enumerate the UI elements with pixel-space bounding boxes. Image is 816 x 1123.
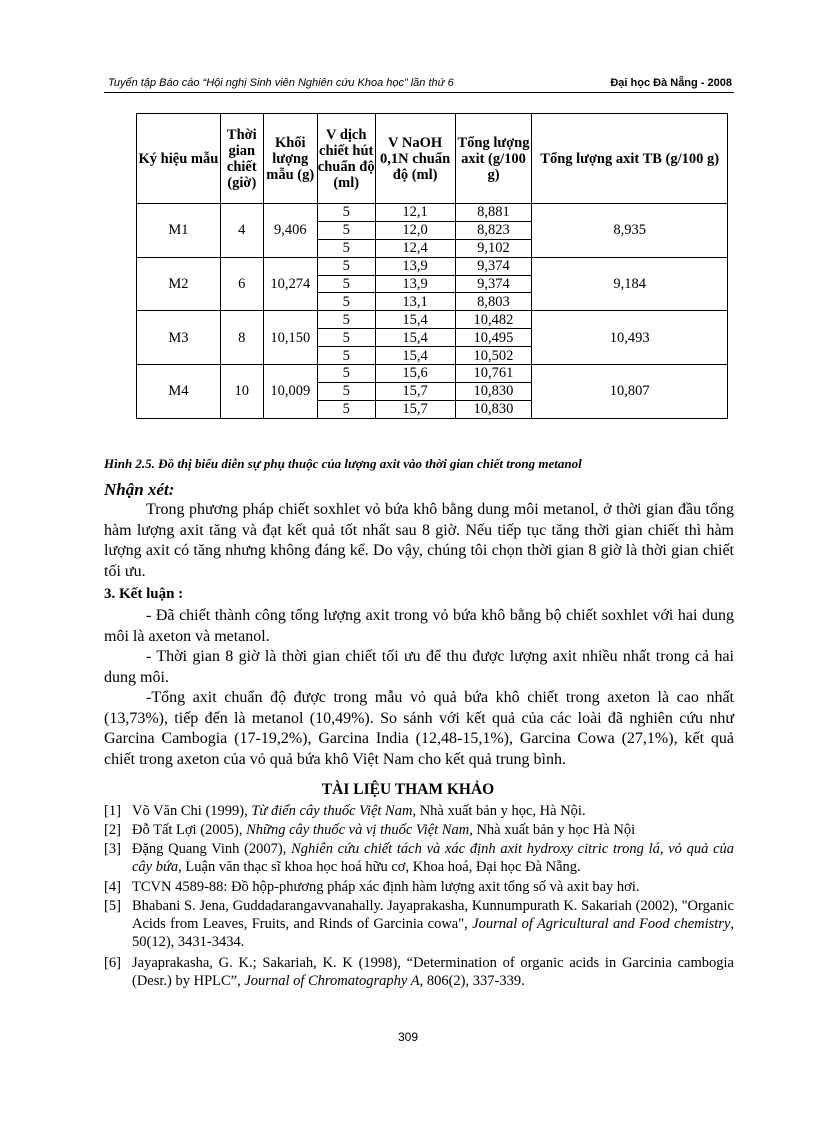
reference-number: [3]	[104, 841, 121, 857]
reference-text: , 806(2), 337-339.	[419, 973, 525, 989]
naoh-cell: 13,9	[375, 275, 455, 293]
naoh-cell: 12,1	[375, 204, 455, 222]
reference-number: [4]	[104, 879, 121, 895]
time-cell: 10	[220, 365, 263, 419]
reference-text: Bhabani S. Jena, Guddadarangavvanahally. Jayaprakasha, Kunnumpurath K. Sakariah (2002), "Organic Acids from Leaves, Fruits, and Rinds of Garcinia cowa",	[132, 898, 734, 932]
volume-cell: 5	[317, 293, 375, 311]
page-number: 309	[397, 1030, 419, 1044]
volume-cell: 5	[317, 329, 375, 347]
reference-item	[104, 821, 734, 839]
reference-number: [5]	[104, 898, 121, 914]
naoh-cell: 15,7	[375, 382, 455, 400]
acid-cell: 10,830	[455, 382, 532, 400]
remark-title: Nhận xét:	[104, 480, 175, 499]
naoh-cell: 15,4	[375, 347, 455, 365]
time-cell: 6	[220, 257, 263, 311]
volume-cell: 5	[317, 239, 375, 257]
running-header	[104, 76, 734, 93]
acid-cell: 8,823	[455, 221, 532, 239]
col-header: Thời gian chiết (giờ)	[220, 114, 263, 204]
naoh-cell: 12,4	[375, 239, 455, 257]
header-university: Đại học Đà Nẵng - 2008	[610, 77, 732, 89]
col-header: Tổng lượng axit (g/100 g)	[455, 114, 532, 204]
volume-cell: 5	[317, 347, 375, 365]
figure-caption: Hình 2.5. Đồ thị biểu diễn sự phụ thuộc của lượng axit vào thời gian chiết trong metanol	[104, 456, 582, 471]
reference-item	[104, 802, 734, 820]
naoh-cell: 13,1	[375, 293, 455, 311]
table-row	[137, 365, 728, 383]
reference-text: , Nhà xuất bản y học, Hà Nội.	[412, 803, 586, 819]
avg-cell: 8,935	[532, 204, 728, 258]
acid-cell: 9,374	[455, 275, 532, 293]
avg-cell: 10,493	[532, 311, 728, 365]
volume-cell: 5	[317, 400, 375, 418]
avg-cell: 10,807	[532, 365, 728, 419]
results-table	[136, 113, 728, 419]
mass-cell: 10,274	[263, 257, 317, 311]
sample-cell: M2	[137, 257, 221, 311]
conclusion-title: 3. Kết luận :	[104, 586, 184, 602]
acid-cell: 10,830	[455, 400, 532, 418]
table-row	[137, 311, 728, 329]
sample-cell: M1	[137, 204, 221, 258]
reference-number: [2]	[104, 822, 121, 838]
reference-text: Đỗ Tất Lợi (2005),	[132, 822, 247, 838]
naoh-cell: 15,7	[375, 400, 455, 418]
reference-number: [6]	[104, 955, 121, 971]
volume-cell: 5	[317, 204, 375, 222]
volume-cell: 5	[317, 221, 375, 239]
remark-paragraph: Trong phương pháp chiết soxhlet vỏ bứa khô bằng dung môi metanol, ở thời gian đầu tổng hàm lượng axit tăng và đạt kết quả tốt nhất sau 8 giờ. Nếu tiếp tục tăng thời gian chiết thì hàm lượng axit có tăng nhưng không đáng kể. Do vậy, chúng tôi chọn thời gian 8 giờ là thời gian chiết tối ưu.	[104, 501, 734, 580]
volume-cell: 5	[317, 275, 375, 293]
reference-text: Đặng Quang Vinh (2007),	[132, 841, 292, 857]
acid-cell: 9,374	[455, 257, 532, 275]
col-header: V NaOH 0,1N chuẩn độ (ml)	[375, 114, 455, 204]
reference-item	[104, 878, 734, 896]
conclusion-item: - Thời gian 8 giờ là thời gian chiết tối ưu để thu được lượng axit nhiều nhất trong cả hai dung môi.	[104, 648, 734, 686]
reference-title: Nghiên cứu chiết tách và xác định axit hydroxy citric trong lá, vỏ quả của cây bứa	[132, 841, 735, 875]
naoh-cell: 13,9	[375, 257, 455, 275]
table-row	[137, 257, 728, 275]
references-title: TÀI LIỆU THAM KHẢO	[321, 781, 495, 798]
acid-cell: 10,502	[455, 347, 532, 365]
sample-cell: M4	[137, 365, 221, 419]
mass-cell: 10,009	[263, 365, 317, 419]
acid-cell: 10,482	[455, 311, 532, 329]
volume-cell: 5	[317, 382, 375, 400]
volume-cell: 5	[317, 257, 375, 275]
acid-cell: 9,102	[455, 239, 532, 257]
acid-cell: 10,495	[455, 329, 532, 347]
reference-title: Journal of Chromatography A	[244, 973, 420, 989]
table-header-row	[137, 114, 728, 204]
mass-cell: 10,150	[263, 311, 317, 365]
naoh-cell: 15,4	[375, 311, 455, 329]
reference-text: , 50(12), 3431-3434.	[132, 916, 735, 950]
col-header: Tổng lượng axit TB (g/100 g)	[532, 114, 728, 204]
col-header: Ký hiệu mẫu	[137, 114, 221, 204]
time-cell: 4	[220, 204, 263, 258]
col-header: V dịch chiết hút chuẩn độ (ml)	[317, 114, 375, 204]
naoh-cell: 15,4	[375, 329, 455, 347]
acid-cell: 8,803	[455, 293, 532, 311]
naoh-cell: 15,6	[375, 365, 455, 383]
reference-item	[104, 840, 734, 876]
reference-item	[104, 897, 734, 951]
naoh-cell: 12,0	[375, 221, 455, 239]
reference-text: TCVN 4589-88: Đồ hộp-phương pháp xác định hàm lượng axit tổng số và axit bay hơi.	[132, 879, 640, 895]
reference-title: Từ điển cây thuốc Việt Nam	[251, 803, 413, 819]
time-cell: 8	[220, 311, 263, 365]
volume-cell: 5	[317, 365, 375, 383]
reference-text: , Nhà xuất bản y học Hà Nội	[469, 822, 636, 838]
sample-cell: M3	[137, 311, 221, 365]
reference-text: Jayaprakasha, G. K.; Sakariah, K. K (1998), “Determination of organic acids in Garcinia cambogia (Desr.) by HPLC”,	[132, 955, 734, 989]
mass-cell: 9,406	[263, 204, 317, 258]
acid-cell: 8,881	[455, 204, 532, 222]
reference-number: [1]	[104, 803, 121, 819]
volume-cell: 5	[317, 311, 375, 329]
col-header: Khối lượng mẫu (g)	[263, 114, 317, 204]
conclusion-item: - Đã chiết thành công tổng lượng axit trong vỏ bứa khô bằng bộ chiết soxhlet với hai dung môi là axeton và metanol.	[104, 607, 734, 645]
reference-title: Những cây thuốc và vị thuốc Việt Nam	[246, 822, 470, 838]
reference-title: Journal of Agricultural and Food chemistry	[472, 916, 731, 932]
acid-cell: 10,761	[455, 365, 532, 383]
reference-item	[104, 954, 734, 990]
avg-cell: 9,184	[532, 257, 728, 311]
reference-text: , Luận văn thạc sĩ khoa học hoá hữu cơ, Khoa hoá, Đại học Đà Nẵng.	[178, 859, 581, 875]
table-row	[137, 204, 728, 222]
conclusion-item: -Tổng axit chuẩn độ được trong mẫu vỏ quả bứa khô chiết trong axeton là cao nhất (13,73%), tiếp đến là metanol (10,49%). So sánh với kết quả của các loài đã nghiên cứu như Garcina Cambogia (17-19,2%), Garcina India (12,48-15,1%), Garcina Cowa (27,1%), kết quả chiết trong axeton của vỏ quả bứa khô Việt Nam cho kết quả trung bình.	[104, 689, 734, 768]
reference-text: Võ Văn Chi (1999),	[132, 803, 252, 819]
header-title: Tuyển tập Báo cáo “Hội nghị Sinh viên Nghiên cứu Khoa học” lần thứ 6	[108, 77, 454, 89]
